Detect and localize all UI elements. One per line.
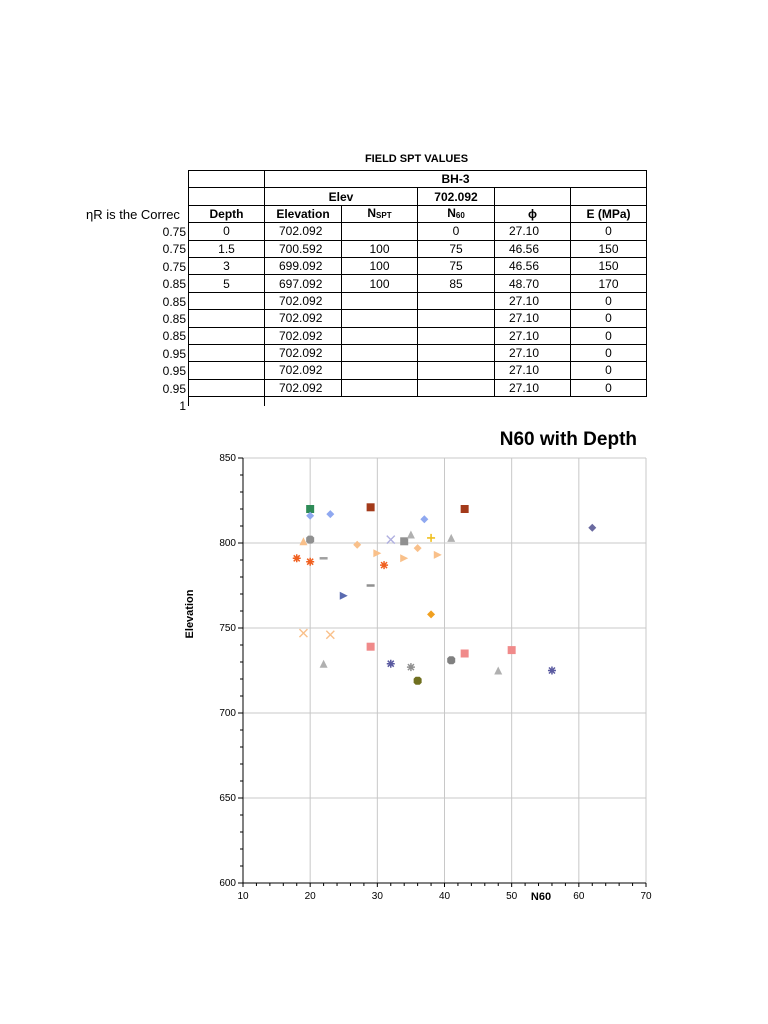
cell-phi: 46.56 — [495, 240, 571, 257]
y-tick-label: 750 — [219, 623, 236, 634]
table-row-elev — [189, 188, 647, 205]
data-point — [461, 505, 469, 513]
cell-depth — [189, 310, 265, 327]
cell-nspt — [342, 379, 418, 396]
data-point — [400, 554, 408, 562]
correction-factor: 0.85 — [162, 329, 186, 344]
cell-depth — [189, 362, 265, 379]
data-point — [447, 534, 455, 542]
cell-elevation: 702.092 — [265, 327, 342, 344]
table-row — [189, 223, 647, 240]
cell-depth: 1.5 — [189, 240, 265, 257]
chart-ticks — [219, 453, 652, 902]
table-row — [189, 292, 647, 309]
table-row-stub — [189, 397, 647, 407]
cell-nspt — [342, 223, 418, 240]
cell-n60 — [418, 292, 495, 309]
data-point — [306, 536, 314, 544]
header-elevation: Elevation — [265, 205, 342, 222]
correction-factor: 0.75 — [162, 225, 186, 239]
header-n60: $N_{60}$ — [418, 205, 495, 222]
cell-e: 0 — [571, 292, 647, 309]
data-point — [367, 643, 375, 651]
cell-phi: 27.10 — [495, 327, 571, 344]
header-phi: ϕ — [495, 205, 571, 222]
data-point — [306, 558, 314, 566]
cell-nspt — [342, 344, 418, 361]
correction-factor: 0.85 — [162, 277, 186, 292]
table-row — [189, 344, 647, 361]
cell-phi: 27.10 — [495, 310, 571, 327]
cell-n60: 0 — [418, 223, 495, 240]
y-tick-label: 800 — [219, 538, 236, 549]
data-point — [299, 629, 307, 637]
header-e: E (MPa) — [571, 205, 647, 222]
cell-elevation: 697.092 — [265, 275, 342, 292]
data-point — [326, 631, 334, 639]
data-point — [427, 610, 435, 618]
y-axis-label: Elevation — [184, 589, 196, 639]
data-point — [414, 544, 422, 552]
data-point — [306, 505, 314, 513]
data-point — [320, 660, 328, 668]
x-tick-label: 50 — [506, 891, 518, 902]
cell-elevation: 702.092 — [265, 292, 342, 309]
data-point — [407, 531, 415, 539]
correction-factor: 0.75 — [162, 259, 186, 274]
header-depth: Depth — [189, 205, 265, 222]
cell-n60 — [418, 344, 495, 361]
cell-nspt — [342, 310, 418, 327]
data-point — [380, 561, 388, 569]
cell-depth: 5 — [189, 275, 265, 292]
y-tick-label: 700 — [219, 708, 236, 719]
data-point — [407, 663, 415, 671]
y-tick-label: 600 — [219, 878, 236, 889]
data-point — [427, 534, 435, 542]
data-point — [447, 656, 455, 664]
cell-n60 — [418, 362, 495, 379]
cell-depth — [189, 344, 265, 361]
y-tick-label: 650 — [219, 793, 236, 804]
cell-e: 0 — [571, 344, 647, 361]
data-point — [494, 667, 502, 675]
cell-nspt: 100 — [342, 240, 418, 257]
cell-e: 0 — [571, 327, 647, 344]
cell-phi: 27.10 — [495, 344, 571, 361]
cell-depth: 0 — [189, 223, 265, 240]
table-title: FIELD SPT VALUES — [364, 153, 469, 165]
cell-phi: 27.10 — [495, 292, 571, 309]
data-point — [340, 592, 348, 600]
table-row — [189, 327, 647, 344]
cell-e: 0 — [571, 310, 647, 327]
header-nspt: $N_{SPT}$ — [342, 205, 418, 222]
cell-nspt — [342, 362, 418, 379]
data-point — [508, 646, 516, 654]
x-tick-label: 60 — [573, 891, 585, 902]
cell-elevation: 702.092 — [265, 362, 342, 379]
x-tick-label: 30 — [371, 891, 383, 902]
data-point — [414, 677, 422, 685]
table-row — [189, 240, 647, 257]
cell-elevation: 702.092 — [265, 223, 342, 240]
data-point — [293, 554, 301, 562]
data-point — [353, 541, 361, 549]
table-row — [189, 275, 647, 292]
cell-nspt — [342, 327, 418, 344]
correction-factor: 0.75 — [162, 242, 186, 257]
data-point — [588, 524, 596, 532]
cell-e: 0 — [571, 379, 647, 396]
correction-factor: 0.85 — [162, 294, 186, 309]
elev-value: 702.092 — [418, 188, 495, 205]
data-point — [387, 660, 395, 668]
x-tick-label: 20 — [304, 891, 316, 902]
cell-n60 — [418, 310, 495, 327]
x-tick-label: 70 — [640, 891, 652, 902]
cell-e: 150 — [571, 257, 647, 274]
table-row — [189, 362, 647, 379]
correction-factor: 0.95 — [162, 346, 186, 361]
data-point — [387, 536, 395, 544]
chart-grid — [243, 458, 646, 883]
cell-depth: 3 — [189, 257, 265, 274]
cell-n60 — [418, 379, 495, 396]
elev-label: Elev — [265, 188, 418, 205]
data-point — [548, 667, 556, 675]
n60-depth-chart — [180, 420, 650, 910]
cell-elevation: 702.092 — [265, 379, 342, 396]
table-row — [189, 310, 647, 327]
cell-n60: 75 — [418, 257, 495, 274]
table-header-row — [189, 205, 647, 222]
spt-table — [188, 170, 647, 406]
x-tick-label: 10 — [237, 891, 249, 902]
cell-elevation: 702.092 — [265, 344, 342, 361]
cell-depth — [189, 292, 265, 309]
cell-n60 — [418, 327, 495, 344]
cell-depth — [189, 379, 265, 396]
spt-table-body — [189, 223, 647, 397]
cell-phi: 27.10 — [495, 379, 571, 396]
cell-e: 170 — [571, 275, 647, 292]
correction-factor: 0.95 — [162, 381, 186, 396]
cell-n60: 85 — [418, 275, 495, 292]
cell-phi: 27.10 — [495, 223, 571, 240]
data-point — [461, 650, 469, 658]
cell-e: 150 — [571, 240, 647, 257]
data-point — [434, 551, 442, 559]
cell-n60: 75 — [418, 240, 495, 257]
cell-nspt: 100 — [342, 275, 418, 292]
cell-phi: 27.10 — [495, 362, 571, 379]
table-row-borehole — [189, 171, 647, 188]
cell-phi: 46.56 — [495, 257, 571, 274]
borehole-label: BH-3 — [265, 171, 647, 188]
cell-elevation: 699.092 — [265, 257, 342, 274]
data-point — [326, 510, 334, 518]
cell-elevation: 700.592 — [265, 240, 342, 257]
cell-nspt — [342, 292, 418, 309]
correction-note: ηR is the Correc — [86, 207, 180, 222]
data-point — [367, 503, 375, 511]
x-tick-label: 40 — [438, 891, 451, 902]
cell-nspt: 100 — [342, 257, 418, 274]
y-tick-label: 850 — [219, 453, 236, 464]
cell-e: 0 — [571, 362, 647, 379]
x-axis-label: N60 — [530, 891, 552, 903]
correction-factor: 0.85 — [162, 312, 186, 326]
correction-factor: 0.95 — [162, 364, 186, 379]
cell-depth — [189, 327, 265, 344]
cell-elevation: 702.092 — [265, 310, 342, 327]
table-row — [189, 379, 647, 396]
table-row — [189, 257, 647, 274]
data-point — [420, 515, 428, 523]
correction-factor: 1 — [179, 399, 186, 413]
cell-e: 0 — [571, 223, 647, 240]
cell-phi: 48.70 — [495, 275, 571, 292]
chart-title: N60 with Depth — [499, 429, 637, 450]
